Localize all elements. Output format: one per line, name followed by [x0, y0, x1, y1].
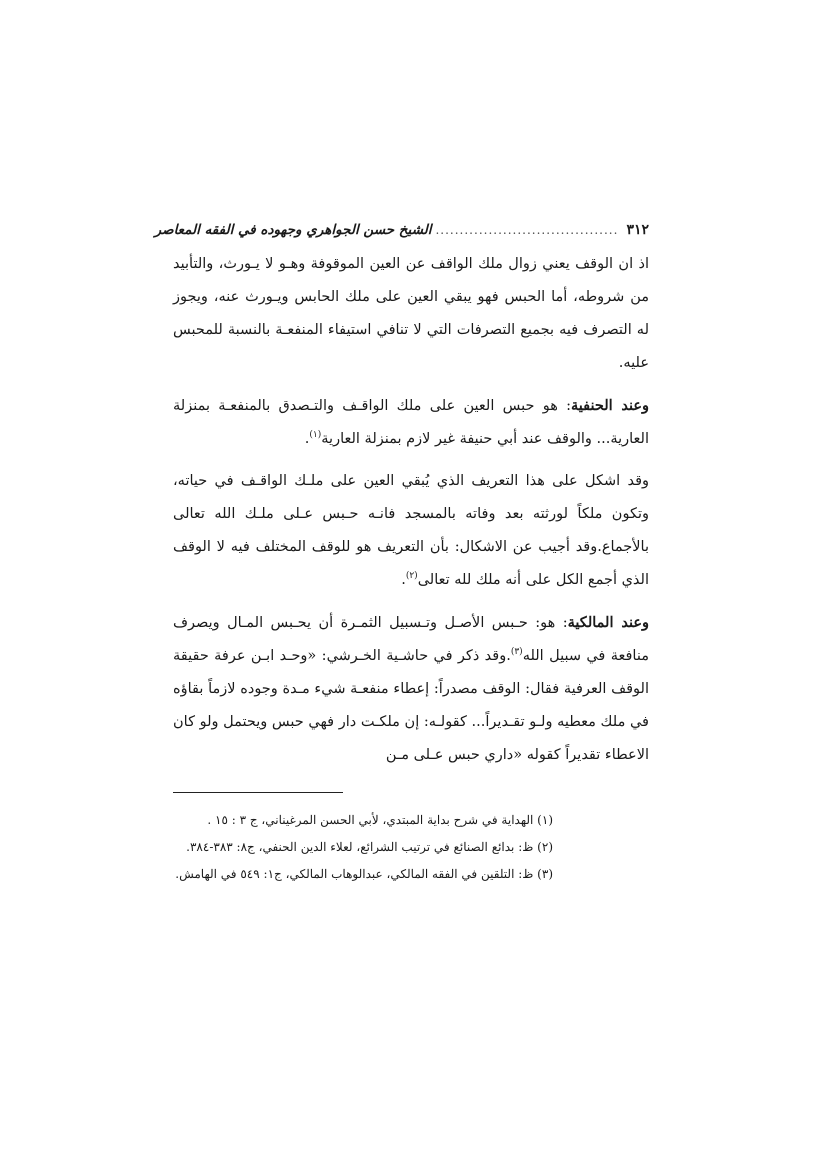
paragraph-hanafi: [173, 389, 649, 456]
footnote-ref-3[interactable]: (٣): [510, 647, 523, 658]
footnote-ref-2[interactable]: (٢): [405, 571, 418, 582]
footnote-2: (٢) ظ: بدائع الصنائع في ترتيب الشرائع، لعلاء الدين الحنفي، ج٨: ٣٨٣-٣٨٤.: [186, 840, 553, 854]
paragraph-text: : هو حبس العين على ملك الواقـف والتـصدق بالمنفعـة بمنزلة العارية... والوقف عند أبي حنيفة غير لازم بمنزلة العارية: [173, 398, 649, 447]
document-page: [154, 218, 649, 888]
book-title: الشيخ حسن الجواهري وجهوده في الفقه المعاصر: [154, 222, 432, 238]
footnote-3: (٣) ظ: التلقين في الفقه المالكي، عبدالوهاب المالكي، ج١: ٥٤٩ في الهامش.: [175, 867, 553, 881]
paragraph-text: وقد اشكل على هذا التعريف الذي يُبقي العين على ملـك الواقـف في حياته، وتكون ملكاً لورثته بعد وفاته بالمسجد فانـه حـبس عـلى ملـك الله تعالى بالأجماع.وقد أجيب عن الاشكال: بأن التعريف هو للوقف المختلف فيه لا الوقف الذي أجمع الكل على أنه ملك لله تعالى: [173, 473, 649, 588]
page-number: ٣١٢: [626, 222, 649, 238]
paragraph-tail: .: [304, 431, 310, 447]
paragraph-lead-hanafi: وعند الحنفية: [570, 397, 649, 414]
paragraph-objection: [173, 465, 649, 597]
footnote-1: (١) الهداية في شرح بداية المبتدي، لأبي الحسن المرغيناني، ج ٣ : ١٥ .: [207, 813, 553, 827]
paragraph-maliki: [173, 606, 649, 772]
paragraph-text: اذ ان الوقف يعني زوال ملك الواقف عن العين الموقوفة وهـو لا يـورث، والتأبيد من شروطه، أما الحبس فهو يبقي العين على ملك الحابس ويـورث عنه، ويجوز له التصرف فيه بجميع التصرفات التي لا تنافي استيفاء المنفعـة بالنسبة للمحبس عليه.: [173, 256, 649, 371]
paragraph-tail: .: [401, 572, 406, 588]
footnotes-list: [173, 807, 649, 888]
paragraph-tail: .وقد ذكر في حاشـية الخـرشي: «وحـد ابـن عرفة حقيقة الوقف العرفية فقال: الوقف مصدراً: إعطاء منفعـة شيء مـدة وجوده لازماً بقاؤه في ملك معطيه ولـو تقـديراً... كقولـه: إن ملكـت دار فهي حبس ويحتمل ولو كان الاعطاء تقديراً كقوله «داري حبس عـلى مـن: [173, 648, 649, 763]
running-header: [154, 218, 649, 242]
leader-dots: ......................................: [435, 223, 619, 237]
footnote-ref-1[interactable]: (١): [309, 430, 322, 441]
paragraph-text: : هو: حـبس الأصـل وتـسبيل الثمـرة أن يحـبس المـال ويصرف منافعة في سبيل الله: [173, 615, 649, 664]
footnote-divider: [173, 792, 343, 793]
paragraph-waqf-vs-habs: [173, 248, 649, 380]
paragraph-lead-maliki: وعند المالكية: [567, 614, 649, 631]
